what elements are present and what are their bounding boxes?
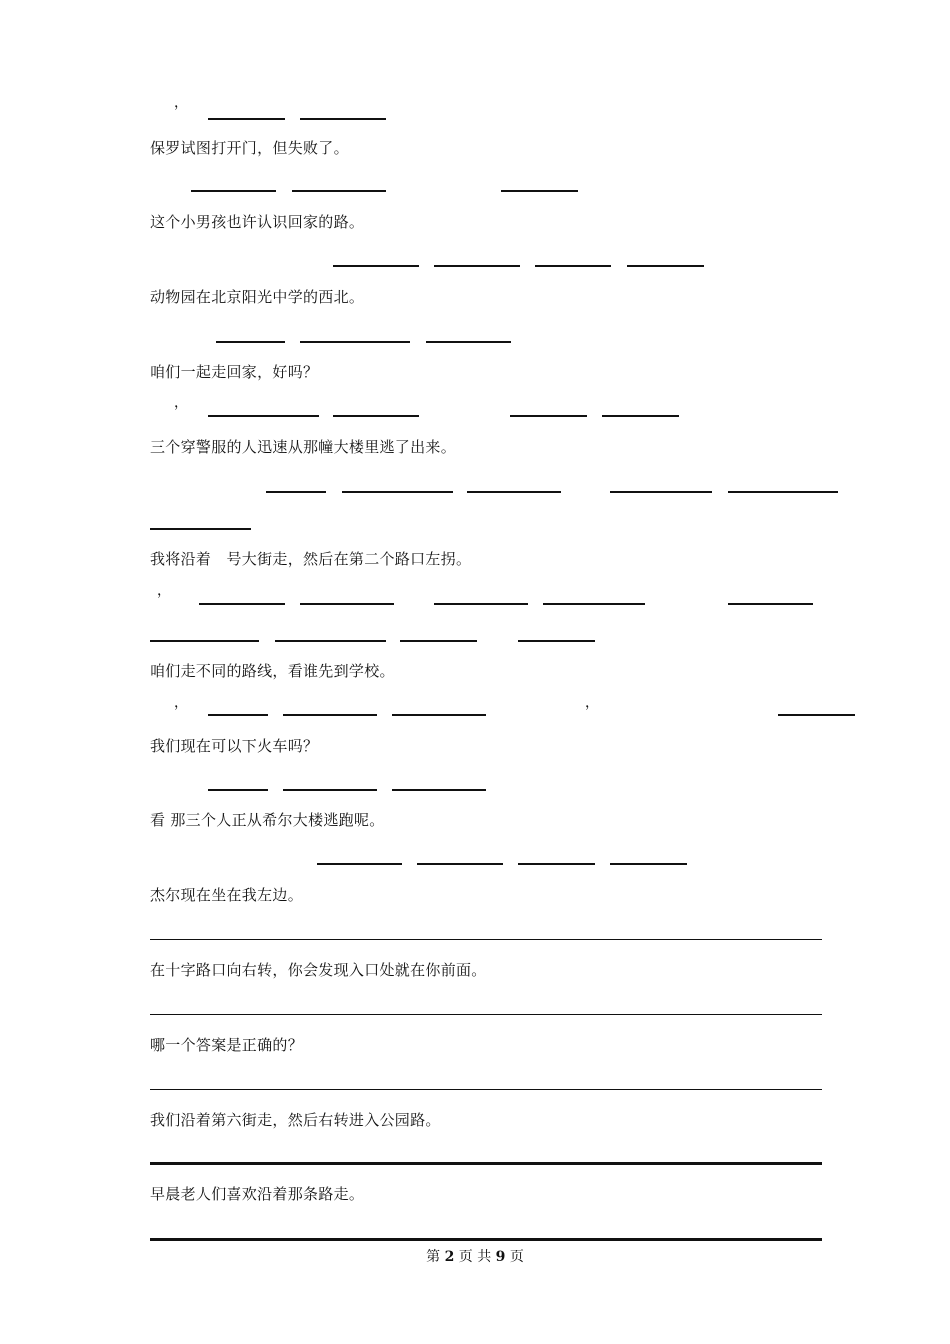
answer-blank[interactable]: [610, 491, 712, 493]
answer-blank[interactable]: [518, 863, 595, 865]
answer-blank[interactable]: [300, 341, 410, 343]
total-page-number: 9: [495, 1249, 506, 1265]
answer-blank[interactable]: [191, 190, 276, 192]
answer-blank[interactable]: [501, 190, 578, 192]
answer-blank[interactable]: [728, 491, 838, 493]
sentence-14: 早晨老人们喜欢沿着那条路走。: [150, 1185, 365, 1203]
current-page-number: 2: [444, 1249, 455, 1265]
comma-mark: ，: [585, 695, 599, 711]
answer-blank[interactable]: [266, 491, 326, 493]
comma-mark: ，: [174, 395, 188, 411]
answer-line[interactable]: [150, 1238, 822, 1241]
answer-blank[interactable]: [434, 265, 520, 267]
comma-mark: ，: [174, 695, 188, 711]
page-footer: [0, 1248, 950, 1266]
answer-blank[interactable]: [610, 863, 687, 865]
answer-blank[interactable]: [333, 265, 419, 267]
sentence-12: 哪一个答案是正确的？: [150, 1036, 304, 1054]
answer-blank[interactable]: [778, 714, 855, 716]
answer-blank[interactable]: [392, 714, 486, 716]
answer-blank[interactable]: [535, 265, 611, 267]
sentence-4: 咱们一起走回家，好吗？: [150, 363, 319, 381]
sentence-3: 动物园在北京阳光中学的西北。: [150, 288, 365, 306]
sentence-2: 这个小男孩也许认识回家的路。: [150, 213, 365, 231]
answer-blank[interactable]: [208, 789, 268, 791]
answer-blank[interactable]: [728, 603, 813, 605]
answer-line[interactable]: [150, 1162, 822, 1165]
sentence-9: 看 那三个人正从希尔大楼逃跑呢。: [150, 811, 385, 829]
answer-blank[interactable]: [208, 714, 268, 716]
answer-blank[interactable]: [426, 341, 511, 343]
answer-blank[interactable]: [150, 640, 259, 642]
answer-blank[interactable]: [518, 640, 595, 642]
answer-blank[interactable]: [400, 640, 477, 642]
sentence-8: 我们现在可以下火车吗？: [150, 737, 319, 755]
answer-blank[interactable]: [216, 341, 285, 343]
answer-line[interactable]: [150, 1089, 822, 1090]
footer-middle: 页 共: [458, 1249, 492, 1265]
answer-blank[interactable]: [283, 789, 377, 791]
answer-blank[interactable]: [300, 603, 394, 605]
answer-blank[interactable]: [199, 603, 285, 605]
sentence-5: 三个穿警服的人迅速从那幢大楼里逃了出来。: [150, 438, 457, 456]
answer-blank[interactable]: [510, 415, 587, 417]
answer-blank[interactable]: [417, 863, 503, 865]
answer-line[interactable]: [150, 939, 822, 940]
answer-blank[interactable]: [342, 491, 453, 493]
sentence-10: 杰尔现在坐在我左边。: [150, 886, 304, 904]
comma-mark: ，: [157, 583, 171, 599]
answer-line[interactable]: [150, 1014, 822, 1015]
sentence-1: 保罗试图打开门，但失败了。: [150, 139, 349, 157]
sentence-11: 在十字路口向右转，你会发现入口处就在你前面。: [150, 961, 487, 979]
answer-blank[interactable]: [434, 603, 528, 605]
footer-suffix: 页: [509, 1249, 524, 1265]
comma-mark: ，: [174, 95, 188, 111]
answer-blank[interactable]: [292, 190, 386, 192]
answer-blank[interactable]: [602, 415, 679, 417]
answer-blank[interactable]: [392, 789, 486, 791]
answer-blank[interactable]: [333, 415, 419, 417]
sentence-7: 咱们走不同的路线，看谁先到学校。: [150, 662, 395, 680]
answer-blank[interactable]: [275, 640, 386, 642]
answer-blank[interactable]: [467, 491, 561, 493]
answer-blank[interactable]: [208, 415, 319, 417]
sentence-6: 我将沿着 号大街走，然后在第二个路口左拐。: [150, 550, 472, 568]
answer-blank[interactable]: [150, 528, 251, 530]
answer-blank[interactable]: [317, 863, 402, 865]
answer-blank[interactable]: [543, 603, 645, 605]
answer-blank[interactable]: [208, 118, 285, 120]
footer-prefix: 第: [426, 1249, 441, 1265]
answer-blank[interactable]: [627, 265, 704, 267]
answer-blank[interactable]: [300, 118, 386, 120]
answer-blank[interactable]: [283, 714, 377, 716]
sentence-13: 我们沿着第六街走，然后右转进入公园路。: [150, 1111, 441, 1129]
